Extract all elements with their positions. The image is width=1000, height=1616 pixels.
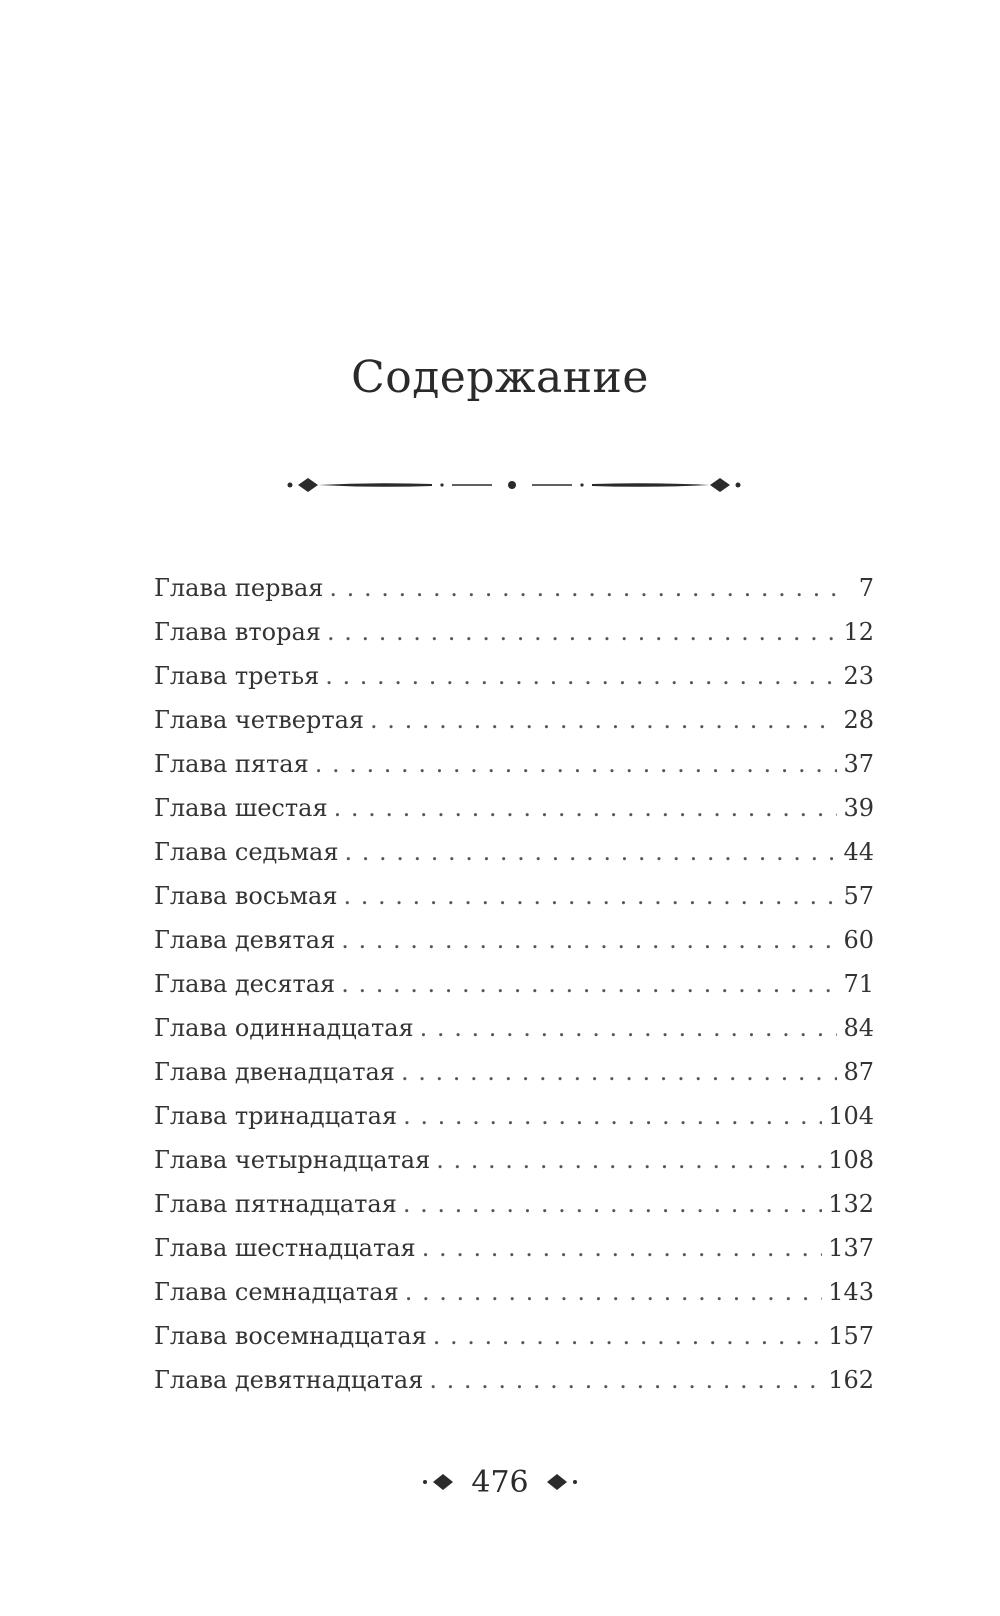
- toc-leader-dots: [329, 574, 844, 602]
- toc-entry-title: Глава пятая: [154, 750, 309, 778]
- decorative-divider-icon: [286, 470, 766, 500]
- toc-entry-title: Глава шестая: [154, 794, 328, 822]
- toc-entry: [154, 1102, 874, 1146]
- toc-entry: [154, 1014, 874, 1058]
- toc-entry: [154, 662, 874, 706]
- toc-entry-page: 87: [843, 1058, 874, 1086]
- toc-entry-page: 104: [828, 1102, 874, 1130]
- page-number: 476: [471, 1464, 529, 1500]
- toc-entry-title: Глава двенадцатая: [154, 1058, 395, 1086]
- toc-leader-dots: [405, 1278, 822, 1306]
- toc-entry: [154, 1278, 874, 1322]
- toc-entry-page: 143: [828, 1278, 874, 1306]
- toc-entry-page: 60: [843, 926, 874, 954]
- toc-entry-page: 132: [828, 1190, 874, 1218]
- toc-entry-title: Глава семнадцатая: [154, 1278, 399, 1306]
- toc-entry-title: Глава восемнадцатая: [154, 1322, 427, 1350]
- toc-entry: [154, 750, 874, 794]
- toc-entry-title: Глава четвертая: [154, 706, 365, 734]
- toc-leader-dots: [422, 1234, 823, 1262]
- table-of-contents: [154, 574, 874, 1410]
- toc-entry-page: 108: [828, 1146, 874, 1174]
- toc-entry: [154, 1234, 874, 1278]
- left-diamond-ornament-icon: [421, 1472, 457, 1492]
- toc-entry: [154, 1366, 874, 1410]
- toc-leader-dots: [401, 1058, 838, 1086]
- toc-leader-dots: [345, 838, 838, 866]
- toc-entry-page: 44: [843, 838, 874, 866]
- page-folio: [0, 1462, 1000, 1502]
- toc-leader-dots: [315, 750, 838, 778]
- toc-entry-title: Глава восьмая: [154, 882, 338, 910]
- toc-leader-dots: [370, 706, 837, 734]
- page-title: Содержание: [351, 352, 649, 403]
- toc-entry: [154, 794, 874, 838]
- toc-entry: [154, 838, 874, 882]
- toc-entry: [154, 926, 874, 970]
- toc-entry: [154, 1058, 874, 1102]
- toc-entry-page: 37: [843, 750, 874, 778]
- toc-leader-dots: [341, 970, 837, 998]
- toc-entry: [154, 706, 874, 750]
- toc-entry-page: 28: [843, 706, 874, 734]
- toc-leader-dots: [429, 1366, 822, 1394]
- toc-entry-title: Глава тринадцатая: [154, 1102, 398, 1130]
- toc-entry-title: Глава девятнадцатая: [154, 1366, 424, 1394]
- toc-leader-dots: [325, 662, 837, 690]
- toc-entry-page: 12: [843, 618, 874, 646]
- toc-leader-dots: [334, 794, 838, 822]
- toc-leader-dots: [420, 1014, 838, 1042]
- toc-entry-title: Глава десятая: [154, 970, 336, 998]
- toc-leader-dots: [403, 1102, 822, 1130]
- toc-entry-page: 39: [843, 794, 874, 822]
- toc-entry-title: Глава первая: [154, 574, 324, 602]
- toc-entry-title: Глава пятнадцатая: [154, 1190, 397, 1218]
- toc-entry-page: 84: [843, 1014, 874, 1042]
- toc-entry-page: 157: [828, 1322, 874, 1350]
- toc-leader-dots: [327, 618, 838, 646]
- toc-entry: [154, 1190, 874, 1234]
- toc-entry: [154, 882, 874, 926]
- toc-leader-dots: [341, 926, 837, 954]
- toc-leader-dots: [436, 1146, 822, 1174]
- toc-entry-title: Глава четырнадцатая: [154, 1146, 431, 1174]
- toc-entry: [154, 1146, 874, 1190]
- toc-entry-page: 57: [843, 882, 874, 910]
- toc-entry-title: Глава одиннадцатая: [154, 1014, 414, 1042]
- toc-leader-dots: [343, 882, 837, 910]
- toc-entry-page: 137: [828, 1234, 874, 1262]
- toc-entry-page: 71: [843, 970, 874, 998]
- toc-entry-page: 23: [843, 662, 874, 690]
- toc-entry-page: 7: [858, 574, 874, 602]
- toc-entry-title: Глава вторая: [154, 618, 321, 646]
- toc-entry: [154, 618, 874, 662]
- toc-entry-title: Глава шестнадцатая: [154, 1234, 416, 1262]
- toc-entry-page: 162: [828, 1366, 874, 1394]
- toc-leader-dots: [403, 1190, 822, 1218]
- right-diamond-ornament-icon: [543, 1472, 579, 1492]
- toc-leader-dots: [433, 1322, 822, 1350]
- toc-entry-title: Глава третья: [154, 662, 320, 690]
- toc-entry-title: Глава седьмая: [154, 838, 339, 866]
- toc-entry-title: Глава девятая: [154, 926, 336, 954]
- toc-entry: [154, 574, 874, 618]
- toc-entry: [154, 1322, 874, 1366]
- toc-entry: [154, 970, 874, 1014]
